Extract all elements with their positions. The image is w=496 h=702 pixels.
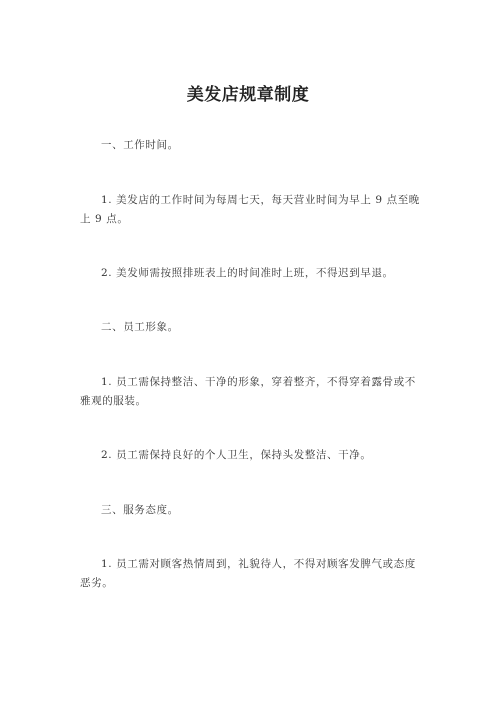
document-title: 美发店规章制度 <box>186 85 310 105</box>
rule-paragraph: 2. 员工需保持良好的个人卫生，保持头发整洁、干净。 <box>101 449 372 461</box>
rule-paragraph: 1. 员工需对顾客热情周到，礼貌待人，不得对顾客发脾气或态度恶劣。 <box>80 558 416 589</box>
rule-paragraph: 1. 员工需保持整洁、干净的形象，穿着整齐，不得穿着露骨或不雅观的服装。 <box>80 376 416 407</box>
rule-paragraph: 2. 美发师需按照排班表上的时间准时上班，不得迟到早退。 <box>101 267 394 279</box>
section-heading-service-attitude: 三、服务态度。 <box>101 504 179 516</box>
section-heading-appearance: 二、员工形象。 <box>101 321 179 333</box>
section-heading-work-hours: 一、工作时间。 <box>101 139 179 151</box>
rule-paragraph: 1. 美发店的工作时间为每周七天，每天营业时间为早上 9 点至晚上 9 点。 <box>80 194 420 225</box>
